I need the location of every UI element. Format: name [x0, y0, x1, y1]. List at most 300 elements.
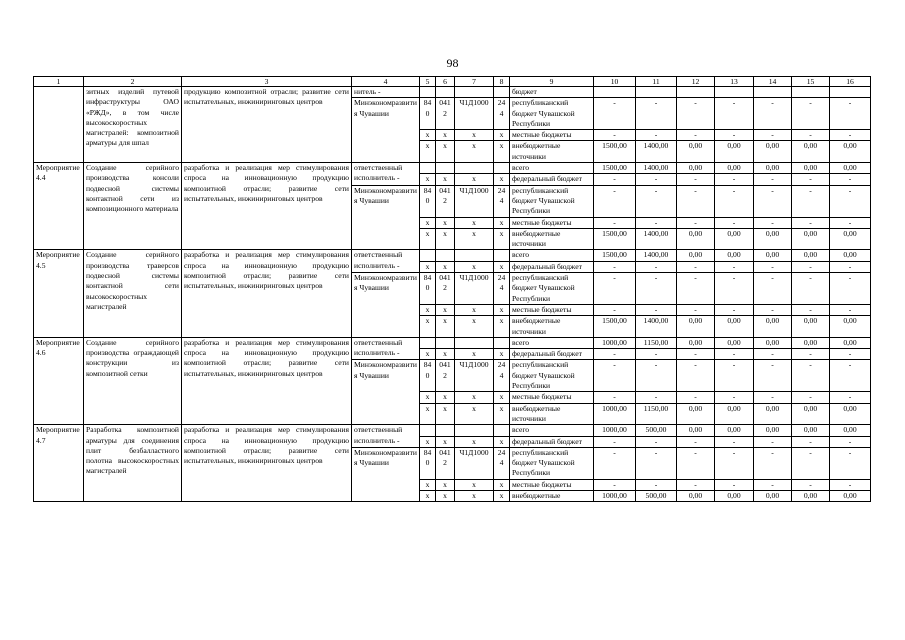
- year-value: -: [715, 217, 754, 228]
- funding-source: республиканский бюджет Чувашской Республики: [510, 185, 594, 217]
- year-value: 1000,00: [594, 490, 636, 501]
- year-value: 0,00: [715, 228, 754, 250]
- year-value: -: [677, 436, 715, 447]
- year-value: -: [594, 98, 636, 130]
- executor-top: ответственный исполнитель -: [352, 163, 420, 186]
- finance-row: [34, 87, 871, 98]
- year-value: 0,00: [792, 490, 830, 501]
- year-value: -: [594, 447, 636, 479]
- year-value: -: [754, 130, 792, 141]
- year-value: [715, 87, 754, 98]
- finance-row: [34, 163, 871, 174]
- year-value: 0,00: [792, 403, 830, 425]
- year-value: -: [715, 130, 754, 141]
- budget-code-c8: x: [494, 228, 510, 250]
- year-value: -: [594, 261, 636, 272]
- year-value: -: [830, 217, 871, 228]
- year-value: 500,00: [636, 425, 677, 436]
- year-value: -: [715, 261, 754, 272]
- budget-code-c5: [420, 425, 436, 436]
- year-value: -: [636, 349, 677, 360]
- year-value: 0,00: [715, 141, 754, 163]
- budget-code-c5: x: [420, 217, 436, 228]
- budget-code-c7: x: [455, 261, 494, 272]
- budget-code-c5: [420, 87, 436, 98]
- year-value: -: [754, 360, 792, 392]
- year-value: -: [830, 360, 871, 392]
- budget-code-c6: x: [436, 130, 455, 141]
- budget-code-c5: x: [420, 228, 436, 250]
- budget-code-c7: x: [455, 436, 494, 447]
- funding-source: бюджет: [510, 87, 594, 98]
- year-value: -: [792, 479, 830, 490]
- year-value: -: [792, 185, 830, 217]
- funding-source: всего: [510, 163, 594, 174]
- year-value: 0,00: [830, 425, 871, 436]
- executor-top: нитель -: [352, 87, 420, 98]
- budget-code-c5: x: [420, 130, 436, 141]
- year-value: 0,00: [830, 163, 871, 174]
- budget-code-c8: [494, 163, 510, 174]
- year-value: -: [677, 185, 715, 217]
- year-value: 0,00: [754, 490, 792, 501]
- year-value: -: [715, 273, 754, 305]
- year-value: -: [594, 217, 636, 228]
- budget-code-c8: 244: [494, 98, 510, 130]
- year-value: -: [677, 174, 715, 185]
- year-value: 0,00: [754, 425, 792, 436]
- measure-name: Создание серийного производства ограждающей конструкции из композитной сетки: [84, 337, 182, 424]
- year-value: -: [636, 130, 677, 141]
- budget-code-c6: x: [436, 316, 455, 338]
- budget-code-c5: x: [420, 349, 436, 360]
- column-number-1: 1: [34, 77, 84, 87]
- measure-name: Создание серийного производства траверсов подвесной системы контактной сети высокоскоростных магистралей: [84, 250, 182, 337]
- measure-id: Мероприятие 4.7: [34, 425, 84, 502]
- budget-code-c5: x: [420, 261, 436, 272]
- budget-code-c7: x: [455, 479, 494, 490]
- budget-code-c7: x: [455, 130, 494, 141]
- year-value: [754, 87, 792, 98]
- year-value: 0,00: [754, 316, 792, 338]
- year-value: -: [830, 261, 871, 272]
- measure-result: продукцию композитной отрасли; развитие сети испытательных, инжиниринговых центров: [182, 87, 352, 163]
- year-value: 1400,00: [636, 228, 677, 250]
- year-value: 0,00: [830, 141, 871, 163]
- year-value: 0,00: [792, 163, 830, 174]
- budget-code-c6: x: [436, 141, 455, 163]
- year-value: -: [594, 174, 636, 185]
- year-value: 1400,00: [636, 163, 677, 174]
- year-value: 0,00: [830, 316, 871, 338]
- measure-result: разработка и реализация мер стимулирования спроса на инновационную продукцию композитной отрасли; развитие сети испытательных, инжиниринговых центров: [182, 337, 352, 424]
- budget-code-c7: Ч1Д1000: [455, 273, 494, 305]
- finance-row: [34, 425, 871, 436]
- budget-code-c8: x: [494, 490, 510, 501]
- finance-row: [34, 337, 871, 348]
- year-value: -: [830, 98, 871, 130]
- year-value: -: [677, 98, 715, 130]
- budget-code-c8: x: [494, 392, 510, 403]
- budget-code-c8: x: [494, 436, 510, 447]
- budget-code-c7: x: [455, 141, 494, 163]
- measure-name: Разработка композитной арматуры для соединения плит безбалластного полотна высокоскоростных магистралей: [84, 425, 182, 502]
- year-value: 0,00: [715, 337, 754, 348]
- budget-code-c6: x: [436, 217, 455, 228]
- year-value: -: [594, 185, 636, 217]
- year-value: -: [792, 98, 830, 130]
- year-value: 0,00: [677, 163, 715, 174]
- measure-result: разработка и реализация мер стимулирования спроса на инновационную продукцию композитной отрасли; развитие сети испытательных, инжиниринговых центров: [182, 250, 352, 337]
- column-number-10: 10: [594, 77, 636, 87]
- budget-code-c8: 244: [494, 447, 510, 479]
- year-value: 0,00: [677, 316, 715, 338]
- measure-id: Мероприятие 4.4: [34, 163, 84, 250]
- budget-code-c5: x: [420, 436, 436, 447]
- year-value: 1150,00: [636, 403, 677, 425]
- year-value: -: [636, 261, 677, 272]
- year-value: -: [636, 185, 677, 217]
- year-value: 0,00: [792, 228, 830, 250]
- budget-code-c8: x: [494, 174, 510, 185]
- budget-code-c5: x: [420, 403, 436, 425]
- funding-source: всего: [510, 337, 594, 348]
- budget-code-c6: 0412: [436, 185, 455, 217]
- year-value: -: [830, 185, 871, 217]
- funding-source: федеральный бюджет: [510, 261, 594, 272]
- year-value: 1000,00: [594, 337, 636, 348]
- year-value: -: [792, 360, 830, 392]
- year-value: -: [715, 174, 754, 185]
- year-value: -: [636, 447, 677, 479]
- funding-source: внебюджетные источники: [510, 316, 594, 338]
- year-value: -: [677, 479, 715, 490]
- year-value: -: [792, 436, 830, 447]
- year-value: -: [792, 130, 830, 141]
- finance-row: [34, 250, 871, 261]
- year-value: -: [754, 217, 792, 228]
- funding-source: внебюджетные источники: [510, 228, 594, 250]
- year-value: 0,00: [830, 337, 871, 348]
- year-value: 0,00: [754, 403, 792, 425]
- funding-source: республиканский бюджет Чувашской Республики: [510, 360, 594, 392]
- measure-name: Создание серийного производства консоли подвесной системы контактной сети из композиционного материала: [84, 163, 182, 250]
- budget-code-c6: 0412: [436, 273, 455, 305]
- year-value: -: [636, 174, 677, 185]
- year-value: -: [792, 273, 830, 305]
- budget-code-c5: 840: [420, 447, 436, 479]
- funding-source: республиканский бюджет Чувашской Республики: [510, 447, 594, 479]
- year-value: [636, 87, 677, 98]
- funding-source: федеральный бюджет: [510, 174, 594, 185]
- funding-source: местные бюджеты: [510, 217, 594, 228]
- budget-code-c8: 244: [494, 360, 510, 392]
- year-value: 1500,00: [594, 141, 636, 163]
- budget-code-c7: x: [455, 392, 494, 403]
- year-value: -: [677, 273, 715, 305]
- budget-code-c5: x: [420, 392, 436, 403]
- year-value: 0,00: [715, 163, 754, 174]
- budget-code-c6: [436, 163, 455, 174]
- budget-code-c8: 244: [494, 273, 510, 305]
- year-value: -: [754, 349, 792, 360]
- budget-code-c6: x: [436, 479, 455, 490]
- year-value: -: [594, 304, 636, 315]
- year-value: 1400,00: [636, 141, 677, 163]
- year-value: 0,00: [754, 228, 792, 250]
- budget-code-c7: x: [455, 304, 494, 315]
- budget-code-c7: [455, 163, 494, 174]
- budget-code-c5: [420, 163, 436, 174]
- year-value: [792, 87, 830, 98]
- budget-code-c6: x: [436, 228, 455, 250]
- year-value: -: [677, 130, 715, 141]
- column-number-3: 3: [182, 77, 352, 87]
- year-value: -: [594, 479, 636, 490]
- budget-code-c5: x: [420, 490, 436, 501]
- budget-code-c6: x: [436, 392, 455, 403]
- funding-source: республиканский бюджет Чувашской Республики: [510, 273, 594, 305]
- year-value: -: [792, 304, 830, 315]
- year-value: -: [715, 479, 754, 490]
- year-value: -: [636, 360, 677, 392]
- year-value: -: [636, 479, 677, 490]
- year-value: -: [594, 349, 636, 360]
- budget-code-c6: x: [436, 261, 455, 272]
- column-number-16: 16: [830, 77, 871, 87]
- year-value: 0,00: [677, 490, 715, 501]
- year-value: -: [754, 261, 792, 272]
- budget-code-c5: 840: [420, 98, 436, 130]
- budget-code-c6: [436, 250, 455, 261]
- budget-code-c7: [455, 250, 494, 261]
- budget-code-c5: [420, 250, 436, 261]
- year-value: -: [754, 174, 792, 185]
- funding-source: местные бюджеты: [510, 392, 594, 403]
- year-value: -: [636, 217, 677, 228]
- budget-code-c6: x: [436, 490, 455, 501]
- year-value: 0,00: [754, 250, 792, 261]
- column-number-14: 14: [754, 77, 792, 87]
- year-value: -: [754, 392, 792, 403]
- year-value: -: [677, 261, 715, 272]
- year-value: -: [792, 174, 830, 185]
- year-value: 1000,00: [594, 403, 636, 425]
- budget-code-c8: x: [494, 349, 510, 360]
- funding-source: федеральный бюджет: [510, 349, 594, 360]
- year-value: -: [636, 273, 677, 305]
- budget-code-c7: x: [455, 217, 494, 228]
- year-value: -: [830, 273, 871, 305]
- budget-code-c8: x: [494, 479, 510, 490]
- funding-source: внебюджетные источники: [510, 403, 594, 425]
- year-value: -: [715, 392, 754, 403]
- year-value: 0,00: [677, 337, 715, 348]
- executor-bottom: Минэкономразвития Чувашии: [352, 185, 420, 250]
- funding-source: всего: [510, 425, 594, 436]
- year-value: 0,00: [792, 425, 830, 436]
- year-value: 0,00: [754, 163, 792, 174]
- year-value: 0,00: [677, 250, 715, 261]
- year-value: 0,00: [754, 141, 792, 163]
- year-value: -: [830, 304, 871, 315]
- budget-code-c6: x: [436, 436, 455, 447]
- budget-code-c6: x: [436, 349, 455, 360]
- budget-code-c6: [436, 337, 455, 348]
- funding-source: федеральный бюджет: [510, 436, 594, 447]
- funding-source: всего: [510, 250, 594, 261]
- year-value: 0,00: [792, 250, 830, 261]
- year-value: 0,00: [792, 316, 830, 338]
- year-value: -: [830, 392, 871, 403]
- budget-code-c5: x: [420, 141, 436, 163]
- budget-code-c5: 840: [420, 185, 436, 217]
- year-value: 1500,00: [594, 228, 636, 250]
- budget-code-c8: x: [494, 316, 510, 338]
- year-value: -: [715, 360, 754, 392]
- year-value: 0,00: [715, 490, 754, 501]
- year-value: 0,00: [754, 337, 792, 348]
- year-value: -: [715, 436, 754, 447]
- year-value: 0,00: [830, 250, 871, 261]
- funding-source: республиканский бюджет Чувашской Республики: [510, 98, 594, 130]
- executor-bottom: Минэкономразвития Чувашии: [352, 360, 420, 425]
- year-value: 1500,00: [594, 316, 636, 338]
- year-value: -: [677, 349, 715, 360]
- year-value: 0,00: [792, 337, 830, 348]
- budget-code-c8: x: [494, 304, 510, 315]
- measure-result: разработка и реализация мер стимулирования спроса на инновационную продукцию композитной отрасли; развитие сети испытательных, инжиниринговых центров: [182, 425, 352, 502]
- year-value: -: [677, 447, 715, 479]
- year-value: -: [715, 304, 754, 315]
- column-number-12: 12: [677, 77, 715, 87]
- column-number-15: 15: [792, 77, 830, 87]
- budget-code-c7: Ч1Д1000: [455, 98, 494, 130]
- year-value: -: [636, 304, 677, 315]
- budget-code-c8: [494, 337, 510, 348]
- year-value: [677, 87, 715, 98]
- year-value: [830, 87, 871, 98]
- year-value: 0,00: [715, 403, 754, 425]
- budget-code-c6: 0412: [436, 447, 455, 479]
- budget-code-c5: x: [420, 174, 436, 185]
- year-value: -: [636, 392, 677, 403]
- year-value: -: [677, 360, 715, 392]
- budget-code-c8: [494, 425, 510, 436]
- budget-code-c5: 840: [420, 360, 436, 392]
- year-value: -: [594, 436, 636, 447]
- column-number-13: 13: [715, 77, 754, 87]
- year-value: -: [594, 392, 636, 403]
- budget-code-c8: [494, 87, 510, 98]
- budget-code-c7: Ч1Д1000: [455, 185, 494, 217]
- year-value: -: [715, 185, 754, 217]
- budget-code-c6: 0412: [436, 98, 455, 130]
- year-value: -: [594, 130, 636, 141]
- year-value: 1400,00: [636, 316, 677, 338]
- year-value: 0,00: [792, 141, 830, 163]
- year-value: 1400,00: [636, 250, 677, 261]
- year-value: 0,00: [677, 425, 715, 436]
- year-value: 500,00: [636, 490, 677, 501]
- budget-code-c5: 840: [420, 273, 436, 305]
- funding-source: местные бюджеты: [510, 479, 594, 490]
- column-number-8: 8: [494, 77, 510, 87]
- budget-code-c7: x: [455, 228, 494, 250]
- year-value: -: [754, 185, 792, 217]
- executor-bottom: Минэкономразвития Чувашии: [352, 273, 420, 338]
- year-value: [594, 87, 636, 98]
- budget-code-c8: x: [494, 261, 510, 272]
- budget-code-c7: x: [455, 490, 494, 501]
- year-value: -: [715, 98, 754, 130]
- year-value: -: [754, 436, 792, 447]
- column-number-row: [34, 77, 871, 87]
- year-value: 0,00: [677, 228, 715, 250]
- budget-code-c6: [436, 425, 455, 436]
- year-value: 0,00: [715, 250, 754, 261]
- year-value: -: [754, 273, 792, 305]
- budget-code-c5: x: [420, 316, 436, 338]
- budget-code-c8: x: [494, 217, 510, 228]
- year-value: -: [677, 392, 715, 403]
- measure-name: зитных изделий путевой инфраструктуры ОАО «РЖД», в том числе высокоскоростных магистралей: композитной арматуры для шпал: [84, 87, 182, 163]
- executor-top: ответственный исполнитель -: [352, 425, 420, 448]
- column-number-7: 7: [455, 77, 494, 87]
- year-value: -: [754, 447, 792, 479]
- year-value: 0,00: [715, 316, 754, 338]
- year-value: -: [754, 304, 792, 315]
- budget-code-c6: [436, 87, 455, 98]
- budget-code-c7: x: [455, 174, 494, 185]
- year-value: -: [830, 479, 871, 490]
- budget-code-c5: [420, 337, 436, 348]
- budget-code-c7: [455, 87, 494, 98]
- year-value: -: [792, 261, 830, 272]
- measure-result: разработка и реализация мер стимулирования спроса на инновационную продукцию композитной отрасли; развитие сети испытательных, инжиниринговых центров: [182, 163, 352, 250]
- funding-source: внебюджетные: [510, 490, 594, 501]
- year-value: -: [636, 98, 677, 130]
- budget-code-c5: x: [420, 479, 436, 490]
- year-value: -: [792, 349, 830, 360]
- program-table: [33, 76, 871, 502]
- budget-code-c7: x: [455, 316, 494, 338]
- funding-source: местные бюджеты: [510, 304, 594, 315]
- executor-bottom: Минэкономразвития Чувашии: [352, 447, 420, 501]
- year-value: 1150,00: [636, 337, 677, 348]
- year-value: -: [754, 98, 792, 130]
- year-value: -: [594, 273, 636, 305]
- year-value: 1500,00: [594, 250, 636, 261]
- year-value: 0,00: [715, 425, 754, 436]
- column-number-6: 6: [436, 77, 455, 87]
- budget-code-c7: x: [455, 349, 494, 360]
- year-value: -: [594, 360, 636, 392]
- measure-id: Мероприятие 4.6: [34, 337, 84, 424]
- budget-code-c7: [455, 425, 494, 436]
- column-number-2: 2: [84, 77, 182, 87]
- year-value: 0,00: [677, 403, 715, 425]
- budget-code-c7: x: [455, 403, 494, 425]
- year-value: 0,00: [830, 490, 871, 501]
- budget-code-c8: 244: [494, 185, 510, 217]
- year-value: 0,00: [830, 228, 871, 250]
- column-number-5: 5: [420, 77, 436, 87]
- year-value: -: [754, 479, 792, 490]
- budget-code-c7: Ч1Д1000: [455, 447, 494, 479]
- budget-code-c6: x: [436, 403, 455, 425]
- budget-code-c5: x: [420, 304, 436, 315]
